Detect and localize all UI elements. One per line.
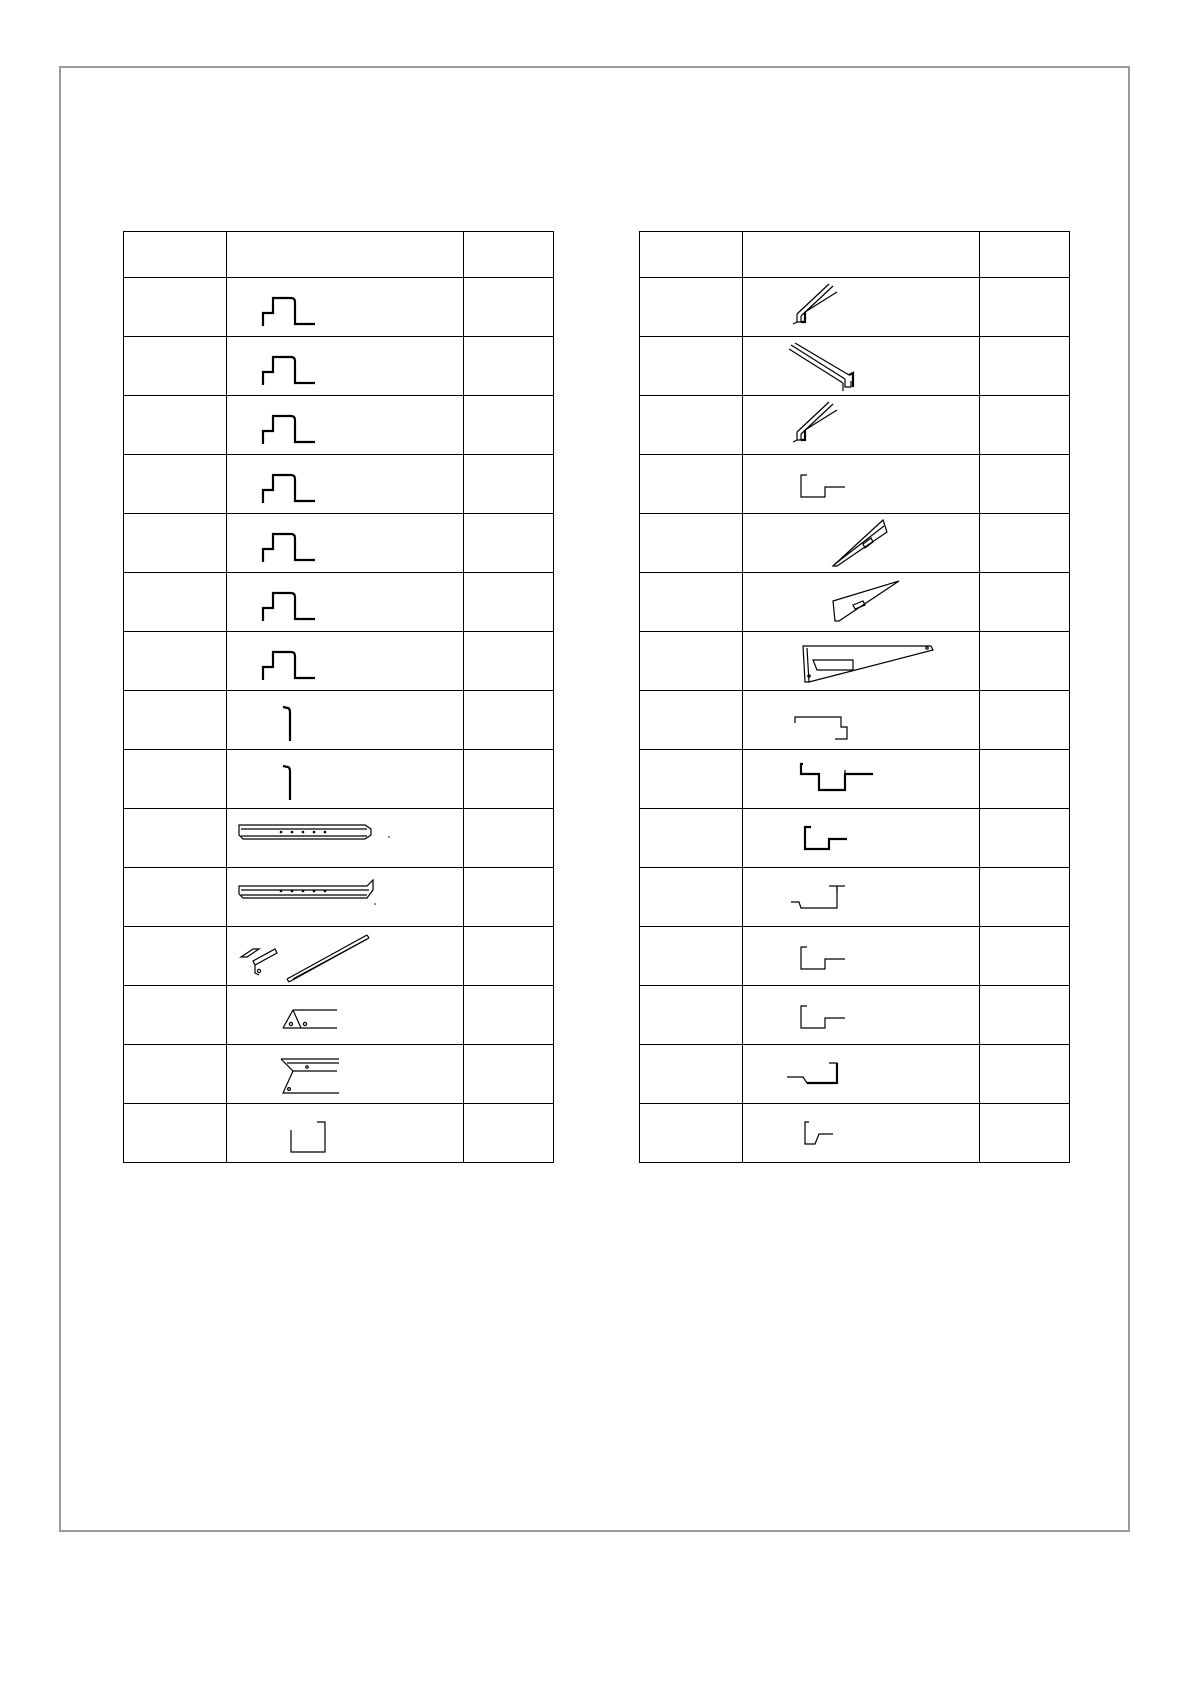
table-row	[124, 868, 554, 927]
offset-channel-profile-icon	[743, 691, 979, 749]
table-row	[640, 632, 1070, 691]
table-row	[124, 809, 554, 868]
triangle-bracket-icon	[227, 986, 463, 1044]
stepped-hat-profile-icon	[227, 573, 463, 631]
table-row	[124, 1104, 554, 1163]
table-row	[640, 455, 1070, 514]
header-cell	[640, 232, 743, 278]
table-row	[124, 396, 554, 455]
stepped-hat-profile-icon	[227, 632, 463, 690]
header-cell	[464, 232, 554, 278]
table-row	[640, 337, 1070, 396]
stepped-hat-profile-icon	[227, 337, 463, 395]
j-channel-profile-icon	[743, 809, 979, 867]
j-channel-profile-icon	[743, 455, 979, 513]
stepped-hat-profile-icon	[227, 396, 463, 454]
table-row	[124, 455, 554, 514]
table-row	[640, 396, 1070, 455]
small-j-channel-profile-icon	[743, 1104, 979, 1162]
table-row	[640, 809, 1070, 868]
table-row	[124, 278, 554, 337]
parts-table-right	[639, 231, 1070, 1163]
table-row	[640, 986, 1070, 1045]
stepped-hat-profile-icon	[227, 455, 463, 513]
top-hat-channel-profile-icon	[743, 750, 979, 808]
table-row	[640, 278, 1070, 337]
perforated-channel-bar-icon	[227, 868, 463, 926]
tapered-gusset-plate-icon	[743, 514, 979, 572]
table-header-row	[640, 232, 1070, 278]
stepped-hat-profile-icon	[227, 278, 463, 336]
ridge-rail-short-icon	[743, 278, 979, 336]
perforated-channel-bar-icon	[227, 809, 463, 867]
long-slotted-brace-icon	[743, 632, 979, 690]
table-row	[640, 927, 1070, 986]
table-row	[124, 514, 554, 573]
j-channel-profile-icon	[743, 986, 979, 1044]
header-cell	[980, 232, 1070, 278]
reverse-j-channel-profile-icon	[743, 1045, 979, 1103]
u-channel-profile-icon	[227, 1104, 463, 1162]
ridge-rail-long-icon	[743, 337, 979, 395]
table-row	[124, 927, 554, 986]
double-triangle-bracket-icon	[227, 1045, 463, 1103]
hook-profile-icon	[227, 750, 463, 808]
table-row	[640, 1045, 1070, 1104]
hinged-rail-assembly-icon	[227, 927, 463, 985]
table-row	[640, 573, 1070, 632]
hook-profile-icon	[227, 691, 463, 749]
parts-table-left	[123, 231, 554, 1163]
table-row	[124, 337, 554, 396]
ridge-rail-short-icon	[743, 396, 979, 454]
table-row	[124, 1045, 554, 1104]
table-row	[124, 573, 554, 632]
header-cell	[124, 232, 227, 278]
table-row	[640, 514, 1070, 573]
table-header-row	[124, 232, 554, 278]
table-row	[124, 632, 554, 691]
slotted-gusset-plate-icon	[743, 573, 979, 631]
header-cell	[743, 232, 980, 278]
table-row	[640, 1104, 1070, 1163]
table-row	[124, 986, 554, 1045]
step-flashing-profile-icon	[743, 868, 979, 926]
header-cell	[227, 232, 464, 278]
stepped-hat-profile-icon	[227, 514, 463, 572]
table-row	[124, 691, 554, 750]
table-row	[640, 691, 1070, 750]
table-row	[640, 868, 1070, 927]
table-row	[124, 750, 554, 809]
table-row	[640, 750, 1070, 809]
j-channel-profile-icon	[743, 927, 979, 985]
